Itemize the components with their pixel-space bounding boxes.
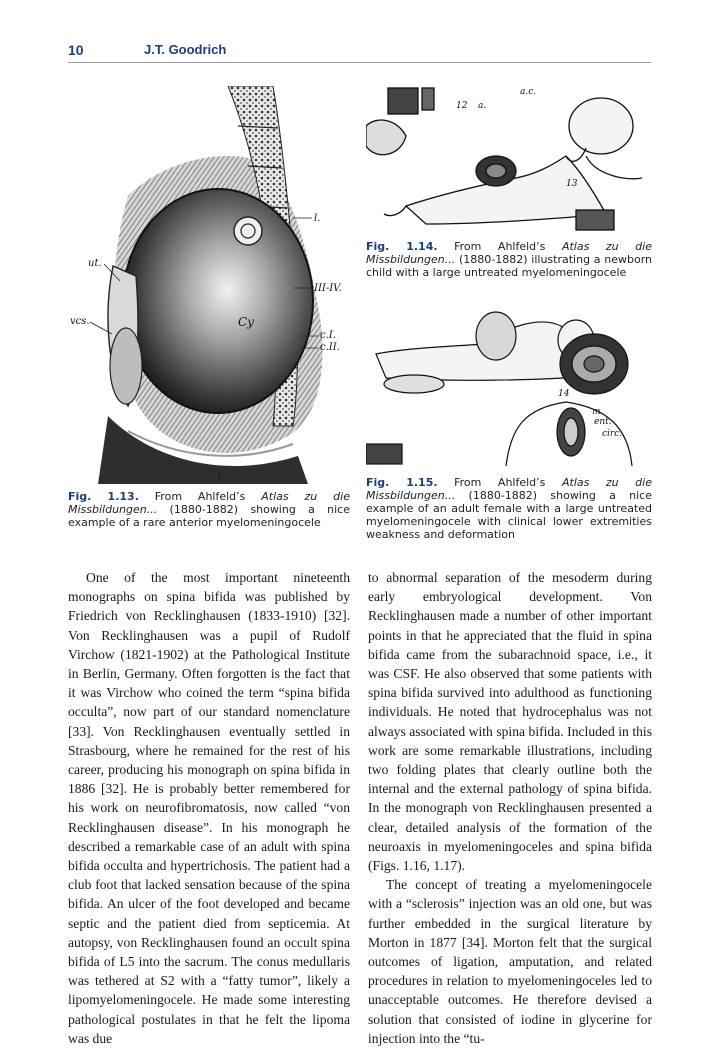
fig13-label-vcs: vcs. (70, 316, 90, 327)
figure-1-15-illustration (366, 306, 652, 466)
fig14-label-a: a. (478, 101, 487, 111)
running-author: J.T. Goodrich (144, 42, 227, 57)
figure-1-14-atlas-title: Atlas zu die Missbildungen... (366, 240, 652, 266)
body-right-column (368, 568, 652, 1048)
page-number: 10 (68, 42, 84, 58)
figure-1-13-atlas-title: Atlas zu die Missbildungen... (68, 490, 350, 516)
figure-1-14-illustration (366, 86, 652, 232)
figure-1-13-text: (1880-1882) showing a nice example of a rare anterior myelomeningocele (68, 503, 350, 529)
fig13-label-iii-iv: III-IV. (314, 283, 342, 294)
fig13-label-ut: ut. (88, 258, 102, 269)
paragraph-morton: The concept of treating a myelomeningocele with a “sclerosis” injection was an old one, but was further embedded in the surgical literature by Morton in 1877 [34]. Morton felt that the surgical outcomes of ligation, amputation, and related procedures in relation to myelomeningoceles led to unacceptable outcomes. He therefore devised a solution that consisted of iodine in glycerine for injection into the “tu- (368, 877, 652, 1046)
fig15-label-14: 14 (558, 389, 570, 399)
figure-1-13-illustration (68, 86, 350, 484)
figure-1-13-label: Fig. 1.13. (68, 490, 139, 503)
body-left-column (68, 568, 350, 1048)
figure-1-14-label: Fig. 1.14. (366, 240, 438, 253)
fig14-label-12: 12 (456, 101, 468, 111)
figure-1-14-caption (366, 240, 652, 279)
paragraph-recklinghausen: One of the most important nineteenth monographs on spina bifida was published by Friedrich von Recklinghausen (1833-1910) [32]. Von Recklinghausen was a pupil of Rudolf Virchow (1821-1902) at the Pathological Institute in Berlin, Germany. Often forgotten is the fact that it was Virchow who coined the term “spina bifida occulta”, now part of our standard nomenclature [33]. Von Recklinghausen eventually settled in Strasbourg, where he remained for the rest of his career, producing his monograph on spina bifida in 1886 [32]. He is probably better remembered for his work on neurofibromatosis, now called “von Recklinghausen disease”. In his monograph he described a remarkable case of an adult with spina bifida occulta and hypertrichosis. The patient had a club foot that lacked sensation because of the spina bifida. An ulcer of the foot developed and became septic and the patient died from septicemia. At autopsy, von Recklinghausen found an occult spina bifida of L5 into the sacrum. The conus medullaris was tethered at S2 with a “fatty tumor”, likely a lipomyelomeningocele. He made some interesting pathological postulates in that he felt the lipoma was due (68, 570, 350, 1046)
paragraph-continued: to abnormal separation of the mesoderm during early embryological development. Von Recklinghausen made a number of other important points in that he appreciated that the fluid in spina bifida came from the subarachnoid space, i.e., it was CSF. He also observed that some patients with spina bifida survived into adulthood as functioning individuals. He noted that hydrocephalus was not always associated with spina bifida. Included in this work are some remarkable illustrations, including two folding plates that clearly outline both the internal and the external pathology of spina bifida. In the monograph von Recklinghausen presented a clear, detailed analysis of the formation of the neuroaxis in myelomeningoceles and spina bifida (Figs. 1.16, 1.17). (368, 570, 652, 874)
fig14-label-13: 13 (566, 179, 578, 189)
fig13-label-i: i (218, 472, 222, 483)
figure-1-15-caption (366, 476, 652, 541)
fig13-label-l: l. (314, 213, 321, 224)
fig13-label-cii: c.II. (320, 342, 340, 353)
figure-1-13-source: From Ahlfeld’s (154, 490, 262, 503)
figure-1-15-text: (1880-1882) showing a nice example of an adult female with a large untreated myelomeningocele with clinical lower extremities weakness and deformation (366, 489, 652, 541)
fig15-label-m: m. (592, 407, 604, 417)
figure-1-14-text: (1880-1882) illustrating a newborn child with a large untreated myelomeningocele (366, 253, 653, 279)
fig13-label-ci: c.I. (320, 330, 336, 341)
figure-1-15-source: From Ahlfeld’s (454, 476, 562, 489)
fig14-label-ac: a.c. (520, 87, 537, 97)
fig15-label-ent: ent. (594, 417, 612, 427)
fig15-label-circ: circ. (602, 429, 623, 439)
figure-1-14-source: From Ahlfeld’s (454, 240, 562, 253)
figure-1-15-label: Fig. 1.15. (366, 476, 438, 489)
figure-1-15-atlas-title: Atlas zu die Missbildungen... (366, 476, 652, 502)
running-header (68, 40, 651, 63)
fig13-label-cy: Cy (238, 315, 254, 329)
figure-1-13-caption (68, 490, 350, 529)
